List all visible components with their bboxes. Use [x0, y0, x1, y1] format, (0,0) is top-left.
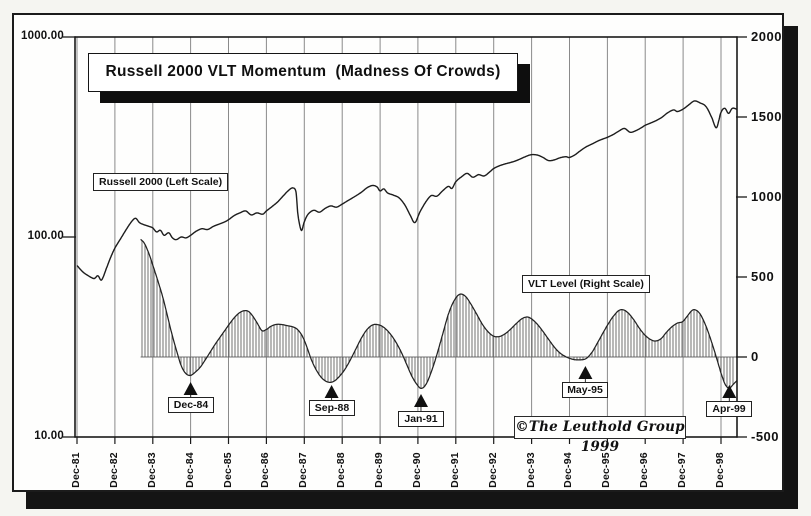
y-right-tick-label: 0	[751, 349, 759, 364]
x-tick-label: Dec-92	[486, 452, 499, 488]
x-tick-label: Dec-94	[562, 452, 575, 488]
annotation-box: Sep-88	[309, 400, 355, 416]
x-tick-label: Dec-97	[676, 452, 689, 488]
trough-triangle-icon	[722, 385, 736, 398]
russell-series-label: Russell 2000 (Left Scale)	[93, 173, 228, 191]
x-tick-label: Dec-93	[524, 452, 537, 488]
x-tick-label: Dec-96	[638, 452, 651, 488]
chart-title: Russell 2000 VLT Momentum (Madness Of Crowds)	[88, 53, 518, 92]
annotation-box: May-95	[562, 382, 608, 398]
x-tick-label: Dec-98	[714, 452, 726, 488]
y-right-tick-label: 500	[751, 269, 775, 284]
vlt-hatch-area	[142, 241, 733, 389]
x-tick-label: Dec-85	[221, 452, 234, 488]
x-tick-label: Dec-89	[373, 452, 386, 488]
trough-triangle-icon	[184, 382, 198, 395]
y-left-tick-label: 10.00	[34, 430, 64, 442]
x-tick-label: Dec-87	[297, 452, 310, 488]
x-tick-label: Dec-88	[335, 452, 348, 488]
x-tick-label: Dec-95	[600, 452, 613, 488]
vlt-level-line	[141, 239, 737, 388]
x-tick-label: Dec-91	[448, 452, 461, 488]
x-tick-label: Dec-82	[107, 452, 120, 488]
y-right-tick-label: 1000	[751, 189, 782, 204]
trough-triangle-icon	[578, 366, 592, 379]
x-tick-label: Dec-83	[145, 452, 158, 488]
y-right-tick-label: 1500	[751, 109, 782, 124]
annotation-box: Jan-91	[398, 411, 444, 427]
y-left-tick-label: 100.00	[27, 230, 64, 242]
x-tick-label: Dec-81	[70, 452, 82, 488]
copyright-credit: ©The Leuthold Group 1999	[514, 416, 686, 439]
y-right-tick-label: 2000	[751, 29, 782, 44]
vlt-series-label: VLT Level (Right Scale)	[522, 275, 650, 293]
annotation-box: Dec-84	[168, 397, 214, 413]
y-left-tick-label: 1000.00	[21, 30, 64, 42]
x-tick-label: Dec-86	[259, 452, 272, 488]
trough-triangle-icon	[414, 394, 428, 407]
x-tick-label: Dec-84	[183, 452, 196, 488]
annotation-box: Apr-99	[706, 401, 752, 417]
x-tick-label: Dec-90	[410, 452, 423, 488]
y-right-tick-label: -500	[751, 429, 780, 444]
trough-triangle-icon	[325, 385, 339, 398]
